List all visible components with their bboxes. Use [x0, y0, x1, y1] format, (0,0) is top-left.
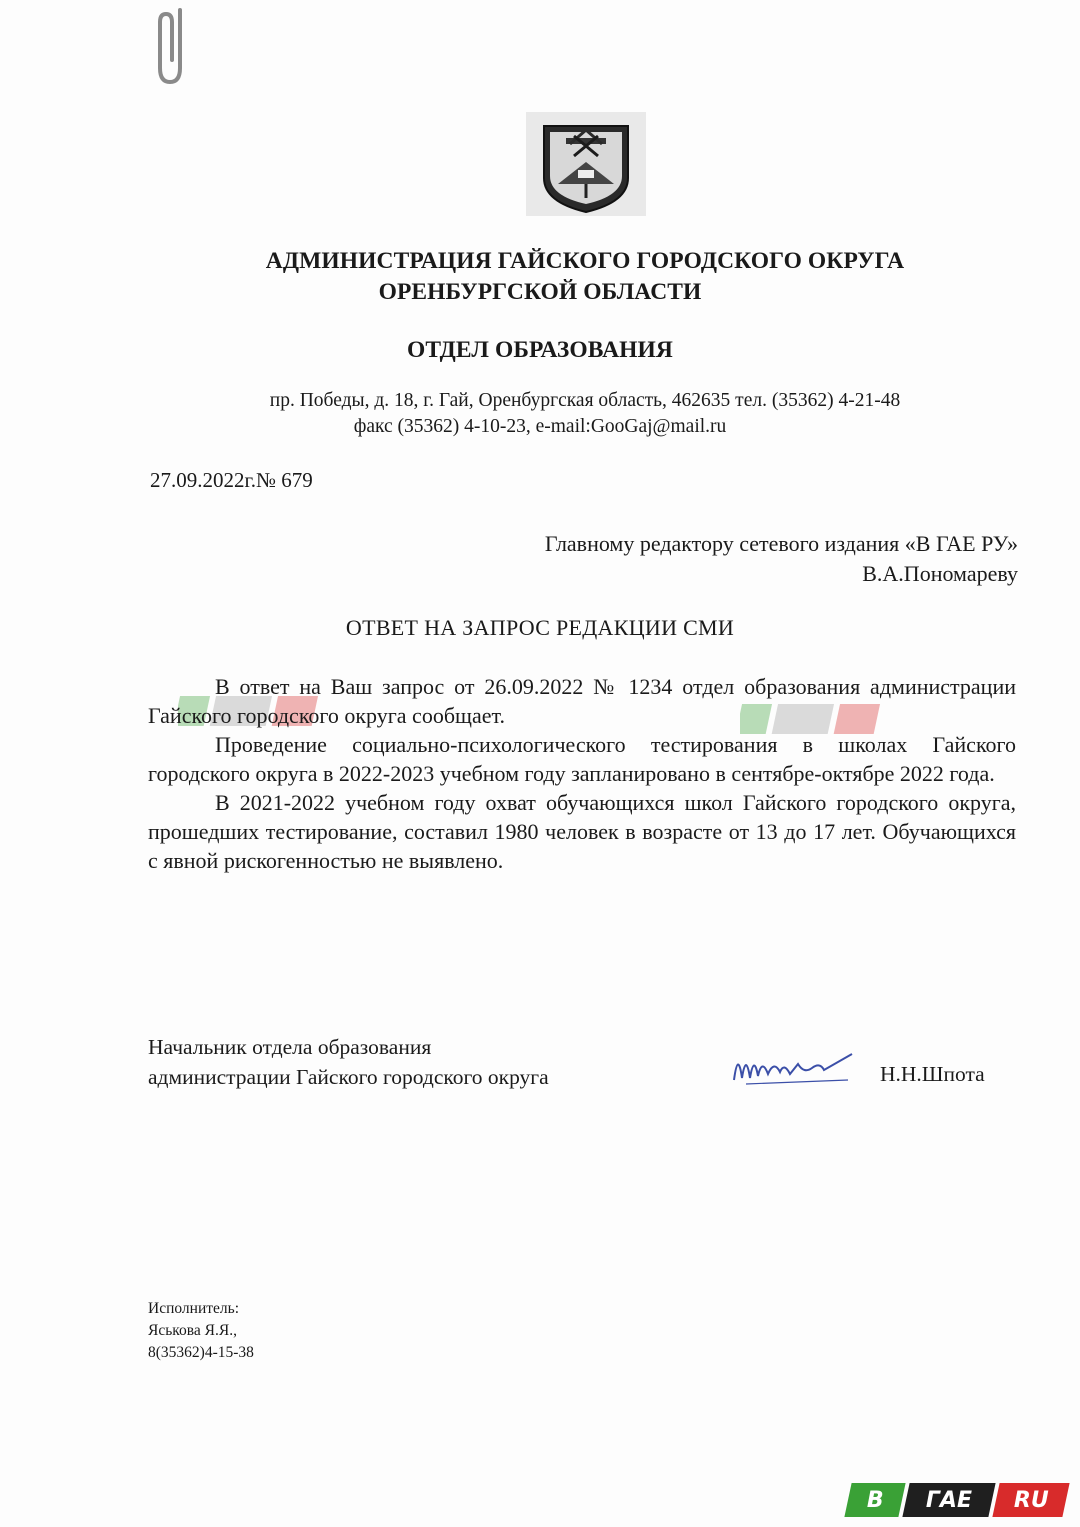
address-line1: пр. Победы, д. 18, г. Гай, Оренбургская область, 462635 тел. (35362) 4-21-48 — [269, 390, 901, 411]
addressee-line2: В.А.Пономареву — [862, 561, 1018, 586]
executor-block — [148, 1298, 254, 1364]
signer-position — [148, 1032, 549, 1092]
logo-part-gae: ГАЕ — [902, 1483, 995, 1517]
signer-name: Н.Н.Шпота — [880, 1062, 985, 1086]
letter-body — [148, 672, 1016, 875]
body-paragraph: В 2021-2022 учебном году охват обучающихся школ Гайского городского округа, прошедших тестирование, составил 1980 человек в возрасте от 13 до 17 лет. Обучающихся с явной рискогенностью не выявлено. — [148, 790, 1016, 873]
coat-of-arms-icon — [526, 112, 646, 216]
letter-subject: ОТВЕТ НА ЗАПРОС РЕДАКЦИИ СМИ — [345, 615, 735, 640]
coat-of-arms — [526, 112, 646, 216]
executor-label: Исполнитель: — [148, 1300, 240, 1317]
logo-part-ru: RU — [992, 1483, 1069, 1517]
address-line2: факс (35362) 4-10-23, e-mail:GooGaj@mail.ru — [353, 416, 727, 437]
paperclip-icon — [146, 8, 204, 108]
document-date-number: 27.09.2022г.№ 679 — [150, 468, 313, 492]
department-title: ОТДЕЛ ОБРАЗОВАНИЯ — [406, 337, 674, 363]
site-logo — [848, 1481, 1066, 1519]
executor-phone: 8(35362)4-15-38 — [148, 1344, 254, 1361]
body-paragraph: Проведение социально-психологического тестирования в школах Гайского городского округа в 2022-2023 учебном году запланировано в сентябре-октябре 2022 года. — [148, 732, 1016, 786]
org-title-line1: АДМИНИСТРАЦИЯ ГАЙСКОГО ГОРОДСКОГО ОКРУГА — [265, 248, 905, 274]
signer-position-line1: Начальник отдела образования — [148, 1035, 432, 1059]
logo-part-b: В — [844, 1483, 905, 1517]
signer-position-line2: администрации Гайского городского округа — [148, 1065, 549, 1089]
addressee-line1: Главному редактору сетевого издания «В ГАЕ РУ» — [544, 531, 1018, 556]
org-title-line2: ОРЕНБУРГСКОЙ ОБЛАСТИ — [378, 279, 702, 305]
handwritten-signature — [728, 1040, 858, 1090]
executor-name: Яськова Я.Я., — [148, 1322, 237, 1339]
body-paragraph: В ответ на Ваш запрос от 26.09.2022 № 1234 отдел образования администрации Гайского городского округа сообщает. — [148, 674, 1016, 728]
addressee-block — [545, 529, 1018, 589]
